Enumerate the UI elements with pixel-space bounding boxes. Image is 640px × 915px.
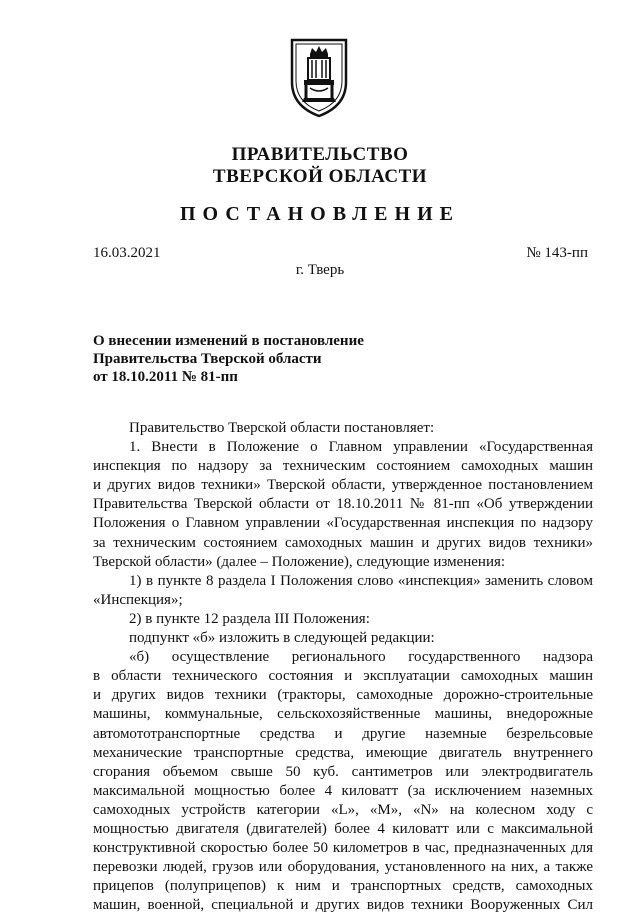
document-subject — [93, 332, 364, 386]
body-line: самоходных устройств категории «L», «M», «N» на колесном ходу с — [93, 801, 593, 818]
organization-name-line1: ПРАВИТЕЛЬСТВО — [231, 144, 409, 165]
body-line: перевозки людей, грузов или оборудования, установленного на них, а также — [93, 859, 593, 876]
document-city: г. Тверь — [295, 262, 345, 278]
body-line: механические транспортные средства, имеющие двигатель внутреннего — [93, 744, 593, 761]
body-line: Положения о Главном управлении «Государственная инспекция по надзору — [93, 515, 593, 532]
body-line: сгорания объемом свыше 50 куб. сантиметров или электродвигатель — [93, 763, 593, 780]
body-line: автомототранспортные средства и другие наземные безрельсовые — [93, 725, 593, 742]
body-line: машин, военной, специальной и других видов техники Вооруженных Сил — [93, 897, 593, 914]
subject-line: Правительства Тверской области — [93, 351, 322, 367]
body-line: Тверской области» (далее – Положение), следующие изменения: — [93, 553, 506, 570]
body-line: прицепов (полуприцепов) к ним и транспортных средств, самоходных — [93, 878, 593, 895]
subject-line: от 18.10.2011 № 81-пп — [93, 369, 238, 385]
body-line: и других видов техники (тракторы, самоходные дорожно-строительные — [93, 687, 593, 704]
body-line: Правительство Тверской области постановляет: — [129, 420, 435, 436]
body-line: «Инспекция»; — [93, 591, 183, 608]
subject-line: О внесении изменений в постановление — [93, 333, 364, 349]
body-line: 1) в пункте 8 раздела I Положения слово «инспекция» заменить словом — [129, 572, 593, 589]
body-line: максимальной мощностью более 4 киловатт (за исключением наземных — [93, 782, 593, 799]
document-number: № 143-пп — [526, 245, 588, 261]
body-line: в области технического состояния и эксплуатации самоходных машин — [93, 668, 593, 685]
document-date: 16.03.2021 — [93, 245, 161, 261]
body-line: за техническим состоянием самоходных машин и других видов техники» — [93, 534, 593, 551]
document-body — [93, 419, 593, 915]
body-line: 1. Внести в Положение о Главном управлении «Государственная — [129, 439, 593, 456]
body-line: 2) в пункте 12 раздела III Положения: — [129, 610, 370, 627]
tver-coat-of-arms-icon — [288, 34, 350, 118]
body-line: мощностью двигателя (двигателей) более 4 киловатт или с максимальной — [93, 820, 593, 837]
body-line: конструктивной скоростью более 50 километров в час, предназначенных для — [93, 840, 593, 857]
body-line: и других видов техники» Тверской области, утвержденное постановлением — [93, 477, 593, 494]
document-type-title: ПОСТАНОВЛЕНИЕ — [180, 203, 460, 225]
body-line: подпункт «б» изложить в следующей редакции: — [129, 630, 435, 647]
body-line: инспекция по надзору за техническим состоянием самоходных машин — [93, 458, 593, 475]
body-line: Правительства Тверской области от 18.10.2011 № 81-пп «Об утверждении — [93, 496, 593, 513]
organization-name-line2: ТВЕРСКОЙ ОБЛАСТИ — [212, 166, 428, 187]
body-line: «б) осуществление регионального государственного надзора — [129, 649, 593, 666]
body-line: машины, коммунальные, сельскохозяйственные машины, внедорожные — [93, 706, 593, 723]
